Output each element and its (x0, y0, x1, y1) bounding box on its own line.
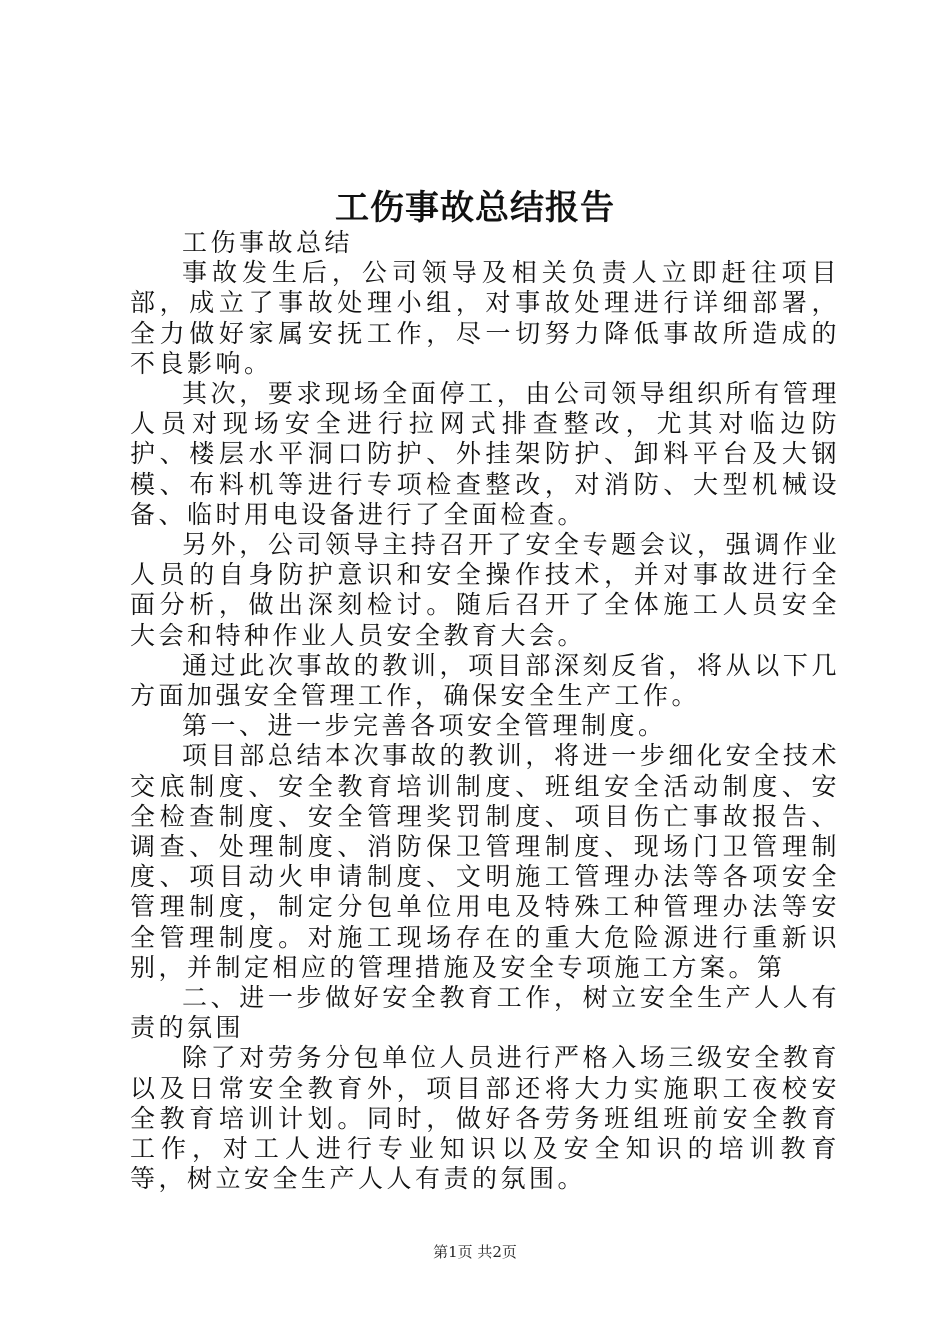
paragraph-point-two: 二、进一步做好安全教育工作，树立安全生产人人有责的氛围 (130, 983, 840, 1043)
page-number-footer: 第1页 共2页 (433, 1243, 517, 1261)
document-body (130, 228, 840, 1195)
paragraph-heading: 工伤事故总结 (182, 228, 354, 257)
paragraph-point-one: 第一、进一步完善各项安全管理制度。 (182, 711, 667, 741)
document-title: 工伤事故总结报告 (335, 188, 615, 228)
paragraph-meeting: 另外，公司领导主持召开了安全专题会议，强调作业人员的自身防护意识和安全操作技术，并对事故进行全面分析，做出深刻检讨。随后召开了全体施工人员安全大会和特种作业人员安全教育大会。 (130, 530, 840, 650)
paragraph-education: 除了对劳务分包单位人员进行严格入场三级安全教育以及日常安全教育外，项目部还将大力实施职工夜校安全教育培训计划。同时，做好各劳务班组班前安全教育工作，对工人进行专业知识以及安全知识的培训教育等，树立安全生产人人有责的氛围。 (130, 1043, 840, 1194)
paragraph-response: 事故发生后，公司领导及相关负责人立即赶往项目部，成立了事故处理小组，对事故处理进行详细部署，全力做好家属安抚工作，尽一切努力降低事故所造成的不良影响。 (130, 258, 840, 378)
paragraph-inspection: 其次，要求现场全面停工，由公司领导组织所有管理人员对现场安全进行拉网式排查整改，尤其对临边防护、楼层水平洞口防护、外挂架防护、卸料平台及大钢模、布料机等进行专项检查整改，对消防、大型机械设备、临时用电设备进行了全面检查。 (130, 379, 840, 529)
paragraph-regulations: 项目部总结本次事故的教训，将进一步细化安全技术交底制度、安全教育培训制度、班组安全活动制度、安全检查制度、安全管理奖罚制度、项目伤亡事故报告、调查、处理制度、消防保卫管理制度、现场门卫管理制度、项目动火申请制度、文明施工管理办法等各项安全管理制度，制定分包单位用电及特殊工种管理办法等安全管理制度。对施工现场存在的重大危险源进行重新识别，并制定相应的管理措施及安全专项施工方案。第 (130, 741, 840, 982)
paragraph-lessons: 通过此次事故的教训，项目部深刻反省，将从以下几方面加强安全管理工作，确保安全生产工作。 (130, 650, 840, 711)
